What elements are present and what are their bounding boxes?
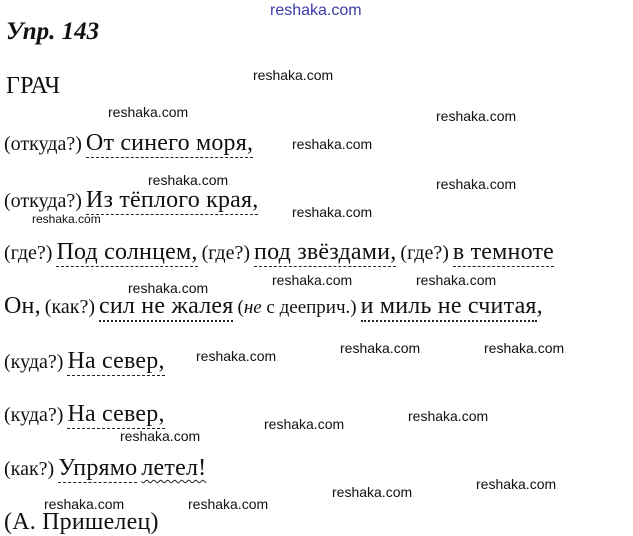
watermark: reshaka.com: [128, 280, 209, 296]
poem-line-4: [4, 293, 543, 320]
poem-line-5: [4, 348, 165, 375]
question-label: (как?): [44, 296, 95, 318]
watermark: reshaka.com: [44, 496, 125, 512]
line-text: Под солнцем,: [56, 239, 198, 265]
question-label: (где?): [400, 242, 449, 264]
question-label: (куда?): [4, 351, 64, 373]
question-label: (откуда?): [4, 133, 82, 155]
line-text: сил не жалея: [99, 293, 233, 322]
question-label: (откуда?): [4, 190, 82, 212]
watermark: reshaka.com: [292, 136, 373, 152]
line-text: летел!: [141, 455, 207, 481]
line-text: Упрямо: [58, 455, 138, 481]
line-text: в темноте: [452, 239, 555, 265]
line-text: От синего моря,: [85, 130, 254, 156]
watermark: reshaka.com: [120, 428, 201, 444]
line-tail: ,: [536, 293, 543, 319]
watermark: reshaka.com: [332, 484, 413, 500]
watermark: reshaka.com: [272, 272, 353, 288]
exercise-title: Упр. 143: [6, 18, 100, 45]
line-text: На север,: [67, 401, 165, 427]
watermark: reshaka.com: [196, 348, 277, 364]
watermark: reshaka.com: [416, 272, 497, 288]
question-label: (как?): [4, 458, 55, 480]
poem-line-2: [4, 187, 258, 214]
watermark: reshaka.com: [292, 204, 373, 220]
watermark: reshaka.com: [340, 340, 421, 356]
poem-title: ГРАЧ: [6, 73, 61, 99]
poem-line-6: [4, 401, 165, 428]
header-watermark: reshaka.com: [270, 2, 362, 19]
line-text: Из тёплого края,: [85, 187, 259, 213]
question-label: (где?): [201, 242, 251, 264]
poem-author: (А. Пришелец): [4, 509, 159, 535]
watermark: reshaka.com: [264, 416, 345, 432]
watermark: reshaka.com: [408, 408, 489, 424]
watermark: reshaka.com: [188, 496, 269, 512]
line-text: На север,: [67, 348, 165, 374]
poem-line-3: [4, 239, 554, 266]
watermark: reshaka.com: [32, 212, 101, 226]
poem-line-1: [4, 130, 253, 157]
watermark: reshaka.com: [476, 476, 557, 492]
line-lead: Он,: [4, 293, 41, 319]
poem-line-7: [4, 455, 206, 482]
watermark: reshaka.com: [436, 108, 517, 124]
line-text: под звёздами,: [254, 239, 397, 265]
question-label: (куда?): [4, 404, 64, 426]
watermark: reshaka.com: [148, 172, 229, 188]
grammar-note: (не с дееприч.): [237, 297, 357, 318]
watermark: reshaka.com: [484, 340, 565, 356]
question-label: (где?): [4, 242, 53, 264]
line-text: и миль не считая: [361, 293, 537, 322]
watermark: reshaka.com: [436, 176, 517, 192]
watermark: reshaka.com: [108, 104, 189, 120]
watermark: reshaka.com: [253, 67, 334, 83]
